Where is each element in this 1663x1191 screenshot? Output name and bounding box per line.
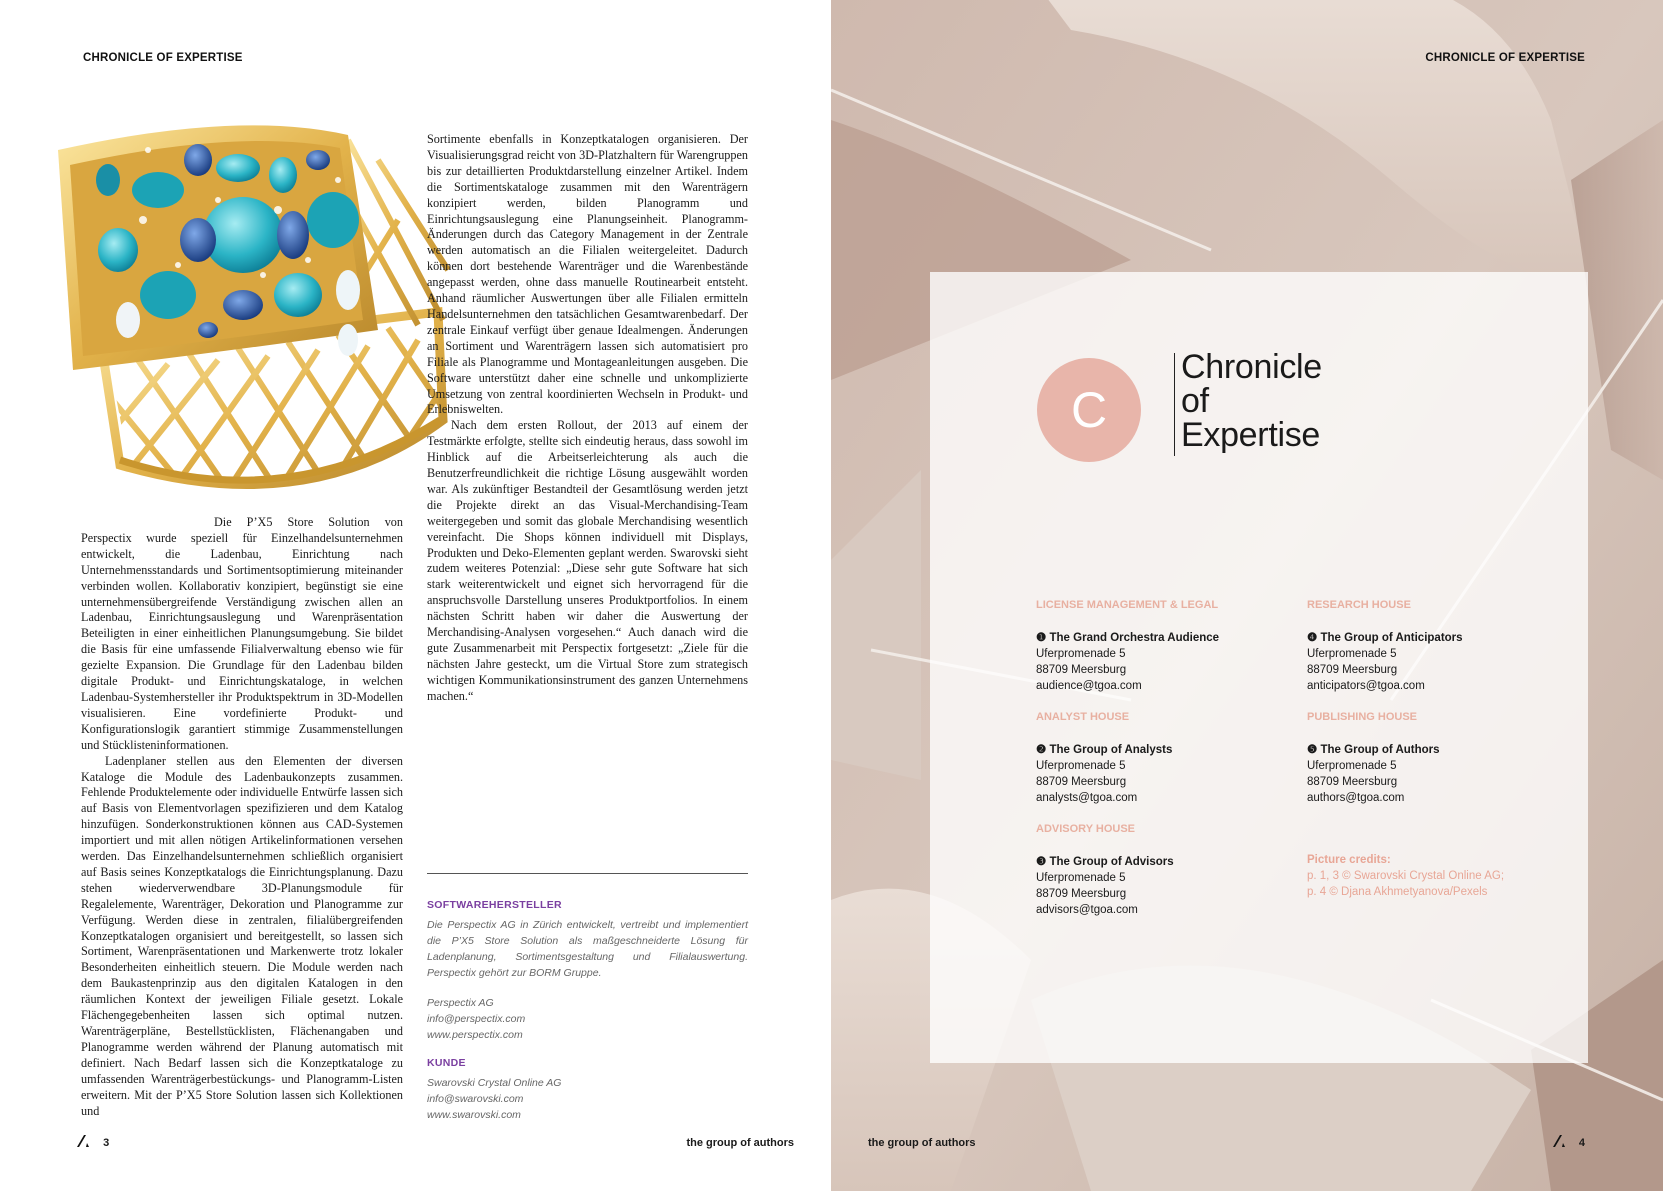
left-page [0, 0, 831, 1191]
credits-line: p. 1, 3 © Swarovski Crystal Online AG; [1307, 870, 1505, 882]
page-number: 3 [103, 1137, 110, 1149]
client-website[interactable]: www.swarovski.com [427, 1109, 521, 1121]
article-column-left [81, 515, 403, 1119]
contact-street: Uferpromenade 5 [1036, 872, 1126, 884]
info-heading-software: SOFTWAREHERSTELLER [427, 899, 562, 911]
contact-anticipators [1307, 597, 1547, 694]
logo-wordmark [1181, 350, 1322, 452]
client-email[interactable]: info@swarovski.com [427, 1093, 524, 1105]
section-heading: LICENSE MANAGEMENT & LEGAL [1036, 599, 1219, 611]
contact-street: Uferpromenade 5 [1307, 648, 1397, 660]
contact-name: ❹ The Group of Anticipators [1307, 632, 1463, 644]
info-box [427, 899, 748, 1137]
contact-city: 88709 Meersburg [1036, 776, 1127, 788]
contact-email[interactable]: anticipators@tgoa.com [1307, 680, 1425, 692]
contact-license [1036, 597, 1276, 694]
info-divider [427, 873, 748, 874]
contact-authors [1307, 709, 1547, 806]
paragraph: Sortimente ebenfalls in Konzeptkatalogen organisieren. Der Visualisierungsgrad reicht von 3D-Platzhaltern für Warengruppen bis zur detaillierten Produktdarstellung einzelner Artikel. Indem die Sortimentskataloge zusammen mit den Warenträgern konzipiert werden, bilden Planogramm und Einrichtungsauslegung eine Planungseinheit. Planogramm-Änderungen durch das Category Management in der Zentrale werden automatisch an die Filialen weitergeleitet. Dadurch können dort bestehende Warenträger und die Warenbestände angepasst werden, ohne dass manuelle Routinearbeit entsteht. Anhand räumlicher Auswertungen über alle Filialen ermitteln Handelsunternehmen den tatsächlichen Gesamtwarenbedarf. Der zentrale Einkauf verfügt über genaue Idealmengen. Änderungen an Sortiment und Warenträgern lassen sich automatisiert pro Filiale als Planogramme und Montageanleitungen ausgeben. Die Software unterstützt daher eine schnelle und unkomplizierte Umsetzung von zentral koordinierten Wechseln in Produkt- und Erlebniswelten. [427, 132, 748, 417]
bracelet-image [48, 120, 462, 505]
contact-city: 88709 Meersburg [1036, 664, 1127, 676]
logo-badge: C [1037, 358, 1141, 462]
section-heading: ANALYST HOUSE [1036, 711, 1130, 723]
info-description: Die Perspectix AG in Zürich entwickelt, vertreibt und implementiert die P’X5 Store Solution als maßgeschneiderte Lösung für Ladenplanung, Sortimentsgestaltung und Filialauswertung. Perspectix gehört zur BORM Gruppe. [427, 919, 748, 979]
running-head-right: CHRONICLE OF EXPERTISE [1425, 52, 1585, 64]
publisher-logo-icon [1552, 1134, 1566, 1148]
contact-street: Uferpromenade 5 [1036, 760, 1126, 772]
client-name: Swarovski Crystal Online AG [427, 1077, 562, 1089]
contact-street: Uferpromenade 5 [1036, 648, 1126, 660]
section-heading: PUBLISHING HOUSE [1307, 711, 1418, 723]
company-name: Perspectix AG [427, 997, 494, 1009]
page-number: 4 [1578, 1137, 1585, 1149]
footer-publisher-right: the group of authors [868, 1137, 976, 1149]
paragraph: Die P’X5 Store Solution von Perspectix wurde speziell für Einzelhandelsunternehmen entwickelt, die Ladenbau, Einrichtung nach Unternehmensstandards und Sortimentsoptimierung miteinander verbinden wollen. Kollaborativ konzipiert, begünstigt sie eine unternehmensübergreifende Verständigung zwischen allen an Ladenbau, Einrichtungsauslegung und Warenpräsentation Beteiligten in einer einheitlichen Planungsumgebung. Sie bildet die Basis für eine umfassende Filialverwaltung ebenso wie für gezielte Expansion. Die Grundlage für den Ladenbau bilden digitale Produkt- und Einrichtungskataloge, in welchen Ladenbau-Systemhersteller ihr Produktspektrum in 3D-Modellen visualisieren. Eine vordefinierte Produkt- und Konfigurationslogik garantiert stimmige Zusammenstellungen und Stücklisteninformationen. [81, 515, 403, 752]
footer-publisher-left: the group of authors [686, 1137, 794, 1149]
info-heading-client: KUNDE [427, 1057, 466, 1069]
contact-street: Uferpromenade 5 [1307, 760, 1397, 772]
company-website[interactable]: www.perspectix.com [427, 1029, 523, 1041]
credits-label: Picture credits: [1307, 854, 1391, 866]
section-heading: RESEARCH HOUSE [1307, 599, 1411, 611]
article-column-right [427, 132, 748, 705]
credits-line: p. 4 © Djana Akhmetyanova/Pexels [1307, 886, 1488, 898]
contact-name: ❺ The Group of Authors [1307, 744, 1440, 756]
logo-title-line: of [1181, 382, 1209, 420]
company-email[interactable]: info@perspectix.com [427, 1013, 526, 1025]
picture-credits [1307, 852, 1504, 900]
contact-advisors [1036, 821, 1276, 918]
publisher-logo-icon [76, 1134, 90, 1148]
paragraph: Nach dem ersten Rollout, der 2013 auf einem der Testmärkte erfolgte, stellte sich eindeutig heraus, dass sowohl im Hinblick auf die Arbeitserleichterung als auch die Benutzerfreundlichkeit die richtige Lösung ausgewählt worden war. Als zukünftiger Bestandteil der Gesamtlösung werden jetzt die Projekte direkt an das Visual-Merchandising-Team weitergegeben und somit das globale Merchandising wesentlich vereinfacht. Die Shops können individuell mit Displays, Produkten und Deko-Elementen geplant werden. Swarovski sieht zudem weiteres Potenzial: „Diese sehr gute Software hat sich stark weiterentwickelt und eignet sich hervorragend für die anspruchsvolle Darstellung unseres Produktportfolios. In einem nächsten Schritt haben wir daher die Auswertung der Merchandising-Analysen vorgesehen.“ Auch danach wird die gute Zusammenarbeit mit Perspectix fortgesetzt: „Ziele für die nächsten Jahre gesteckt, um die Virtual Store zum strategisch wichtigen Kommunikationsinstrument des ganzen Unternehmens machen.“ [427, 418, 748, 703]
logo-title-line: Expertise [1181, 416, 1321, 454]
right-page [831, 0, 1663, 1191]
footer-right [1552, 1134, 1585, 1149]
contact-analysts [1036, 709, 1276, 806]
contact-email[interactable]: analysts@tgoa.com [1036, 792, 1138, 804]
paragraph: Ladenplaner stellen aus den Elementen der diversen Kataloge die Module des Ladenbaukonzepts zusammen. Fehlende Produktelemente oder individuelle Entwürfe lassen sich auf Basis von Elementvorlagen spezifizieren und dem Katalog hinzufügen. Sonderkonstruktionen können aus CAD-Systemen importiert und mit allen nötigen Artikelinformationen versehen werden. Das Einzelhandelsunternehmen schließlich organisiert auf Basis seines Konzeptkatalogs die Einrichtungsplanung. Dazu stehen wiederverwendbare 3D-Planungsmodule für Regalelemente, Warenträger, Dekoration und Planogramme zur Verfügung. Werden diese in zentralen, filialübergreifenden Konzeptkatalogen organisiert und bereitgestellt, so lassen sich Sortiment, Warenpräsentationen und Markenwerte trotz lokaler Besonderheiten einheitlich steuern. Die Module werden nach dem Baukastenprinzip aus den digitalen Katalogen in den räumlichen Kontext der jeweiligen Filiale gesetzt. Lokale Flächengegebenheiten lassen sich optimal nutzen. Warenträgerpläne, Bestellstücklisten, Flächenangaben und Planogramme werden während der Planung automatisch mit definiert. Nach Bedarf lassen sich die Konzeptkataloge zu umfassenden Warenträgerbestückungs- und Planogramm-Listen erweitern. Mit der P’X5 Store Solution lassen sich Kollektionen und [81, 753, 403, 1118]
contact-city: 88709 Meersburg [1307, 776, 1398, 788]
logo-title-line: Chronicle [1181, 348, 1322, 386]
contact-name: ❷ The Group of Analysts [1036, 744, 1173, 756]
contact-name: ❶ The Grand Orchestra Audience [1036, 632, 1220, 644]
contact-email[interactable]: audience@tgoa.com [1036, 680, 1142, 692]
logo-divider [1174, 353, 1175, 456]
contact-email[interactable]: authors@tgoa.com [1307, 792, 1405, 804]
contact-city: 88709 Meersburg [1307, 664, 1398, 676]
contact-city: 88709 Meersburg [1036, 888, 1127, 900]
contact-email[interactable]: advisors@tgoa.com [1036, 904, 1138, 916]
contact-name: ❸ The Group of Advisors [1036, 856, 1174, 868]
running-head-left: CHRONICLE OF EXPERTISE [83, 52, 243, 64]
footer-left [76, 1134, 109, 1149]
section-heading: ADVISORY HOUSE [1036, 823, 1136, 835]
